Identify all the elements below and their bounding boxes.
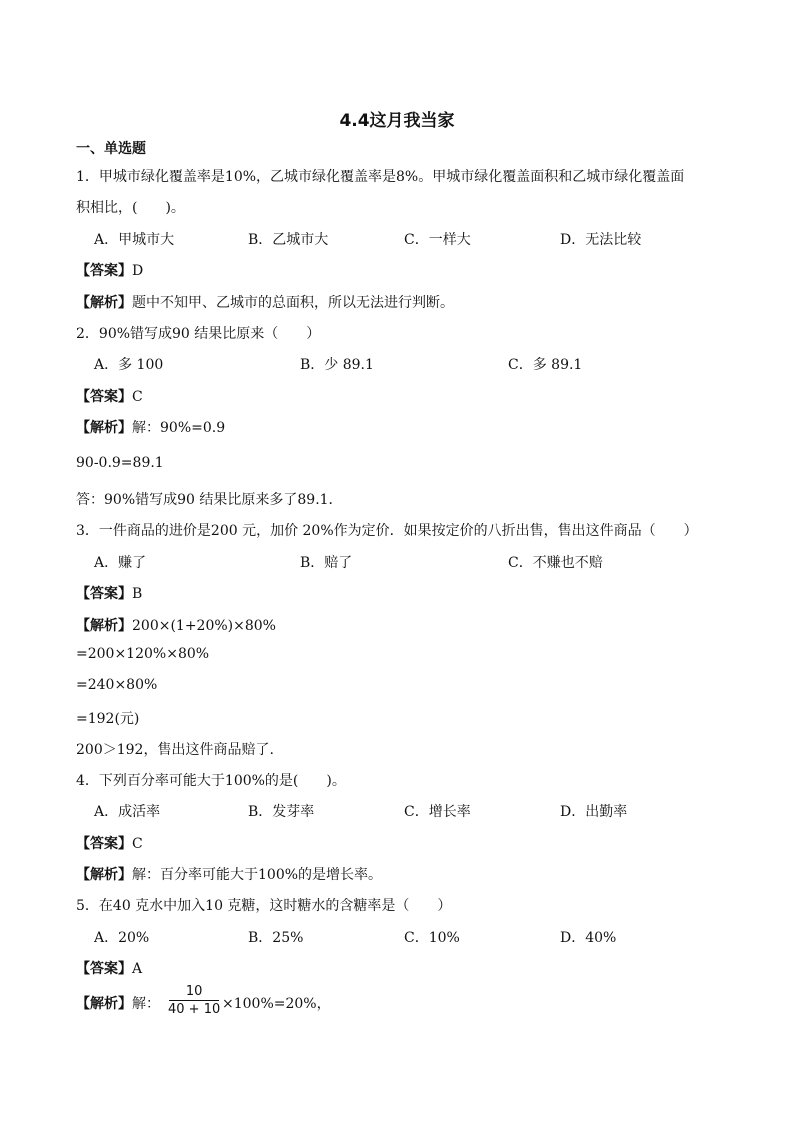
- q3-option-c: C．不赚也不赔: [508, 555, 603, 571]
- answer-tag: 【答案】: [76, 389, 132, 405]
- answer-tag: 【答案】: [76, 586, 132, 602]
- answer-tag: 【答案】: [76, 836, 132, 852]
- analysis-text: 解：百分率可能大于100%的是增长率。: [132, 867, 383, 883]
- q3-analysis: [76, 615, 276, 635]
- q4-option-b: B．发芽率: [248, 804, 315, 820]
- q2-option-b: B．少 89.1: [300, 357, 374, 373]
- q1-option-a: A．甲城市大: [94, 232, 175, 248]
- answer-value: A: [132, 961, 143, 977]
- q3-option-b: B．赔了: [300, 555, 353, 571]
- analysis-tag: 【解析】: [76, 867, 132, 883]
- answer-value: C: [132, 836, 143, 852]
- q3-analysis-line: =192(元): [76, 711, 140, 727]
- q4-analysis: [76, 864, 382, 884]
- q5-answer: [76, 958, 142, 978]
- analysis-tag: 【解析】: [76, 996, 132, 1012]
- analysis-tag: 【解析】: [76, 295, 132, 311]
- answer-tag: 【答案】: [76, 263, 132, 279]
- q2-answer: [76, 386, 143, 406]
- q3-analysis-line: =200×120%×80%: [76, 646, 210, 662]
- q4-option-a: A．成活率: [94, 804, 161, 820]
- fraction-denominator: 40 + 10: [168, 1002, 221, 1017]
- analysis-text: 题中不知甲、乙城市的总面积，所以无法进行判断。: [132, 295, 454, 311]
- q1-option-c: C．一样大: [404, 232, 471, 248]
- q3-answer: [76, 583, 142, 603]
- page-title: 4.4这月我当家: [339, 111, 455, 131]
- q5-analysis-suffix: ×100%=20%，: [222, 996, 331, 1012]
- q2-option-c: C．多 89.1: [508, 357, 583, 373]
- q2-analysis-line: 答：90%错写成90 结果比原来多了89.1．: [76, 492, 343, 508]
- analysis-prefix: 解：: [132, 996, 160, 1012]
- question-1-stem-cont: 积相比，( )。: [76, 200, 185, 216]
- question-2-stem: 2．90%错写成90 结果比原来（ ）: [76, 326, 321, 342]
- q3-analysis-line: 200＞192，售出这件商品赔了.: [76, 742, 274, 758]
- fraction: [168, 984, 220, 1017]
- q1-answer: [76, 260, 143, 280]
- answer-tag: 【答案】: [76, 961, 132, 977]
- question-1-stem: 1．甲城市绿化覆盖率是10%，乙城市绿化覆盖率是8%。甲城市绿化覆盖面积和乙城市绿化覆盖面: [76, 169, 685, 185]
- q1-analysis: [76, 292, 454, 312]
- q4-answer: [76, 833, 143, 853]
- answer-value: C: [132, 389, 143, 405]
- section-heading: 一、单选题: [76, 141, 146, 157]
- q3-option-a: A．赚了: [94, 555, 147, 571]
- analysis-text: 解：90%=0.9: [132, 420, 226, 436]
- q4-option-d: D．出勤率: [560, 804, 628, 820]
- q5-option-b: B．25%: [248, 930, 304, 946]
- analysis-tag: 【解析】: [76, 618, 132, 634]
- analysis-text: 200×(1+20%)×80%: [132, 618, 276, 634]
- answer-value: B: [132, 586, 143, 602]
- q4-option-c: C．增长率: [404, 804, 471, 820]
- analysis-tag: 【解析】: [76, 420, 132, 436]
- question-5-stem: 5．在40 克水中加入10 克糖，这时糖水的含糖率是（ ）: [76, 898, 452, 914]
- question-4-stem: 4．下列百分率可能大于100%的是( )。: [76, 773, 346, 789]
- q5-option-d: D．40%: [560, 930, 617, 946]
- q2-option-a: A．多 100: [94, 357, 164, 373]
- question-3-stem: 3．一件商品的进价是200 元，加价 20%作为定价．如果按定价的八折出售，售出这件商品（ ）: [76, 523, 698, 539]
- q5-option-c: C．10%: [404, 930, 460, 946]
- q1-option-b: B．乙城市大: [248, 232, 329, 248]
- answer-value: D: [132, 263, 144, 279]
- q3-analysis-line: =240×80%: [76, 677, 158, 693]
- q5-option-a: A．20%: [94, 930, 150, 946]
- q2-analysis: [76, 417, 225, 437]
- q2-analysis-line: 90-0.9=89.1: [76, 455, 164, 471]
- q1-option-d: D．无法比较: [560, 232, 642, 248]
- fraction-numerator: 10: [185, 984, 203, 999]
- q5-analysis: [76, 993, 160, 1013]
